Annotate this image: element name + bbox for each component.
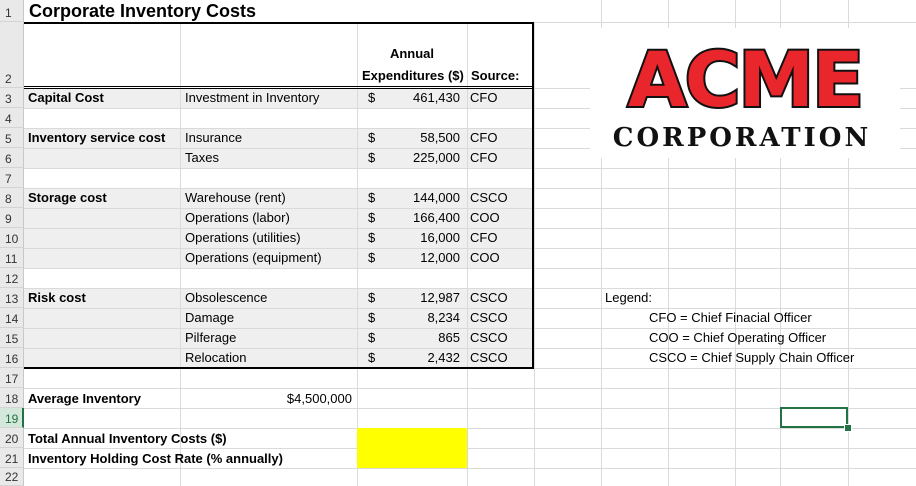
currency-cell: $: [368, 250, 376, 265]
source-cell[interactable]: CFO: [470, 130, 498, 145]
active-cell-selection[interactable]: [780, 407, 848, 428]
currency-cell: $: [368, 130, 376, 145]
item-cell[interactable]: Insurance: [185, 130, 243, 145]
source-cell[interactable]: CSCO: [470, 350, 508, 365]
legend-item-coo[interactable]: COO = Chief Operating Officer: [649, 330, 827, 345]
average-inventory-label[interactable]: Average Inventory: [28, 391, 141, 406]
row-header-10[interactable]: 10: [0, 228, 24, 248]
item-cell[interactable]: Pilferage: [185, 330, 237, 345]
amount-cell[interactable]: 58,500: [420, 130, 460, 145]
item-cell[interactable]: Taxes: [185, 150, 219, 165]
amount-cell[interactable]: 2,432: [427, 350, 460, 365]
item-cell[interactable]: Operations (utilities): [185, 230, 301, 245]
row-header-9[interactable]: 9: [0, 208, 24, 228]
source-cell[interactable]: CSCO: [470, 290, 508, 305]
row-header-8[interactable]: 8: [0, 188, 24, 208]
average-inventory-value[interactable]: $4,500,000: [286, 391, 352, 406]
item-cell[interactable]: Operations (labor): [185, 210, 290, 225]
amount-cell[interactable]: 166,400: [413, 210, 460, 225]
source-cell[interactable]: COO: [470, 210, 500, 225]
row-header-15[interactable]: 15: [0, 328, 24, 348]
currency-cell: $: [368, 230, 376, 245]
holding-rate-label[interactable]: Inventory Holding Cost Rate (% annually): [28, 451, 283, 466]
currency-cell: $: [368, 210, 376, 225]
acme-logo-graphic: [590, 28, 900, 158]
source-cell[interactable]: CSCO: [470, 330, 508, 345]
row-header-7[interactable]: 7: [0, 168, 24, 188]
row-header-12[interactable]: 12: [0, 268, 24, 288]
legend-title[interactable]: Legend:: [605, 290, 652, 305]
category-cell[interactable]: Storage cost: [28, 190, 107, 205]
currency-cell: $: [368, 190, 376, 205]
total-costs-label[interactable]: Total Annual Inventory Costs ($): [28, 431, 227, 446]
amount-cell[interactable]: 12,987: [420, 290, 460, 305]
item-cell[interactable]: Operations (equipment): [185, 250, 322, 265]
source-cell[interactable]: COO: [470, 250, 500, 265]
row-header-18[interactable]: 18: [0, 388, 24, 408]
acme-logo[interactable]: [590, 28, 900, 158]
category-cell[interactable]: Risk cost: [28, 290, 86, 305]
category-cell[interactable]: Capital Cost: [28, 90, 104, 105]
row-header-1[interactable]: 1: [0, 0, 24, 22]
row-header-19[interactable]: 19: [0, 408, 24, 428]
amount-cell[interactable]: 8,234: [427, 310, 460, 325]
row-header-6[interactable]: 6: [0, 148, 24, 168]
item-cell[interactable]: Investment in Inventory: [185, 90, 320, 105]
amount-cell[interactable]: 461,430: [413, 90, 460, 105]
item-cell[interactable]: Damage: [185, 310, 235, 325]
amount-cell[interactable]: 144,000: [413, 190, 460, 205]
row-header-13[interactable]: 13: [0, 288, 24, 308]
source-cell[interactable]: CSCO: [470, 310, 508, 325]
row-header-22[interactable]: 22: [0, 468, 24, 486]
category-cell[interactable]: Inventory service cost: [28, 130, 166, 145]
row-header-4[interactable]: 4: [0, 108, 24, 128]
amount-cell[interactable]: 865: [438, 330, 460, 345]
row-header-3[interactable]: 3: [0, 88, 24, 108]
row-header-21[interactable]: 21: [0, 448, 24, 468]
currency-cell: $: [368, 350, 376, 365]
row-header-2[interactable]: 2: [0, 22, 24, 88]
currency-cell: $: [368, 310, 376, 325]
highlighted-result-cells[interactable]: [357, 428, 467, 468]
row-header-14[interactable]: 14: [0, 308, 24, 328]
row-header-11[interactable]: 11: [0, 248, 24, 268]
row-header-16[interactable]: 16: [0, 348, 24, 368]
row-header-17[interactable]: 17: [0, 368, 24, 388]
sheet-title[interactable]: Corporate Inventory Costs: [29, 1, 257, 21]
logo-wordmark: ACME: [627, 35, 863, 124]
header-expenditures[interactable]: Expenditures ($): [362, 68, 464, 83]
legend-item-cfo[interactable]: CFO = Chief Finacial Officer: [649, 310, 812, 325]
source-cell[interactable]: CFO: [470, 230, 498, 245]
amount-cell[interactable]: 16,000: [420, 230, 460, 245]
item-cell[interactable]: Obsolescence: [185, 290, 268, 305]
currency-cell: $: [368, 90, 376, 105]
currency-cell: $: [368, 290, 376, 305]
legend-item-csco[interactable]: CSCO = Chief Supply Chain Officer: [649, 350, 855, 365]
row-header-20[interactable]: 20: [0, 428, 24, 448]
logo-subtitle: CORPORATION: [612, 123, 872, 153]
header-source[interactable]: Source:: [471, 68, 520, 83]
item-cell[interactable]: Relocation: [185, 350, 247, 365]
currency-cell: $: [368, 330, 376, 345]
fill-handle[interactable]: [844, 424, 852, 432]
source-cell[interactable]: CSCO: [470, 190, 508, 205]
currency-cell: $: [368, 150, 376, 165]
item-cell[interactable]: Warehouse (rent): [185, 190, 286, 205]
row-header-5[interactable]: 5: [0, 128, 24, 148]
source-cell[interactable]: CFO: [470, 150, 498, 165]
source-cell[interactable]: CFO: [470, 90, 498, 105]
amount-cell[interactable]: 12,000: [420, 250, 460, 265]
amount-cell[interactable]: 225,000: [413, 150, 460, 165]
header-annual[interactable]: Annual: [389, 46, 435, 61]
